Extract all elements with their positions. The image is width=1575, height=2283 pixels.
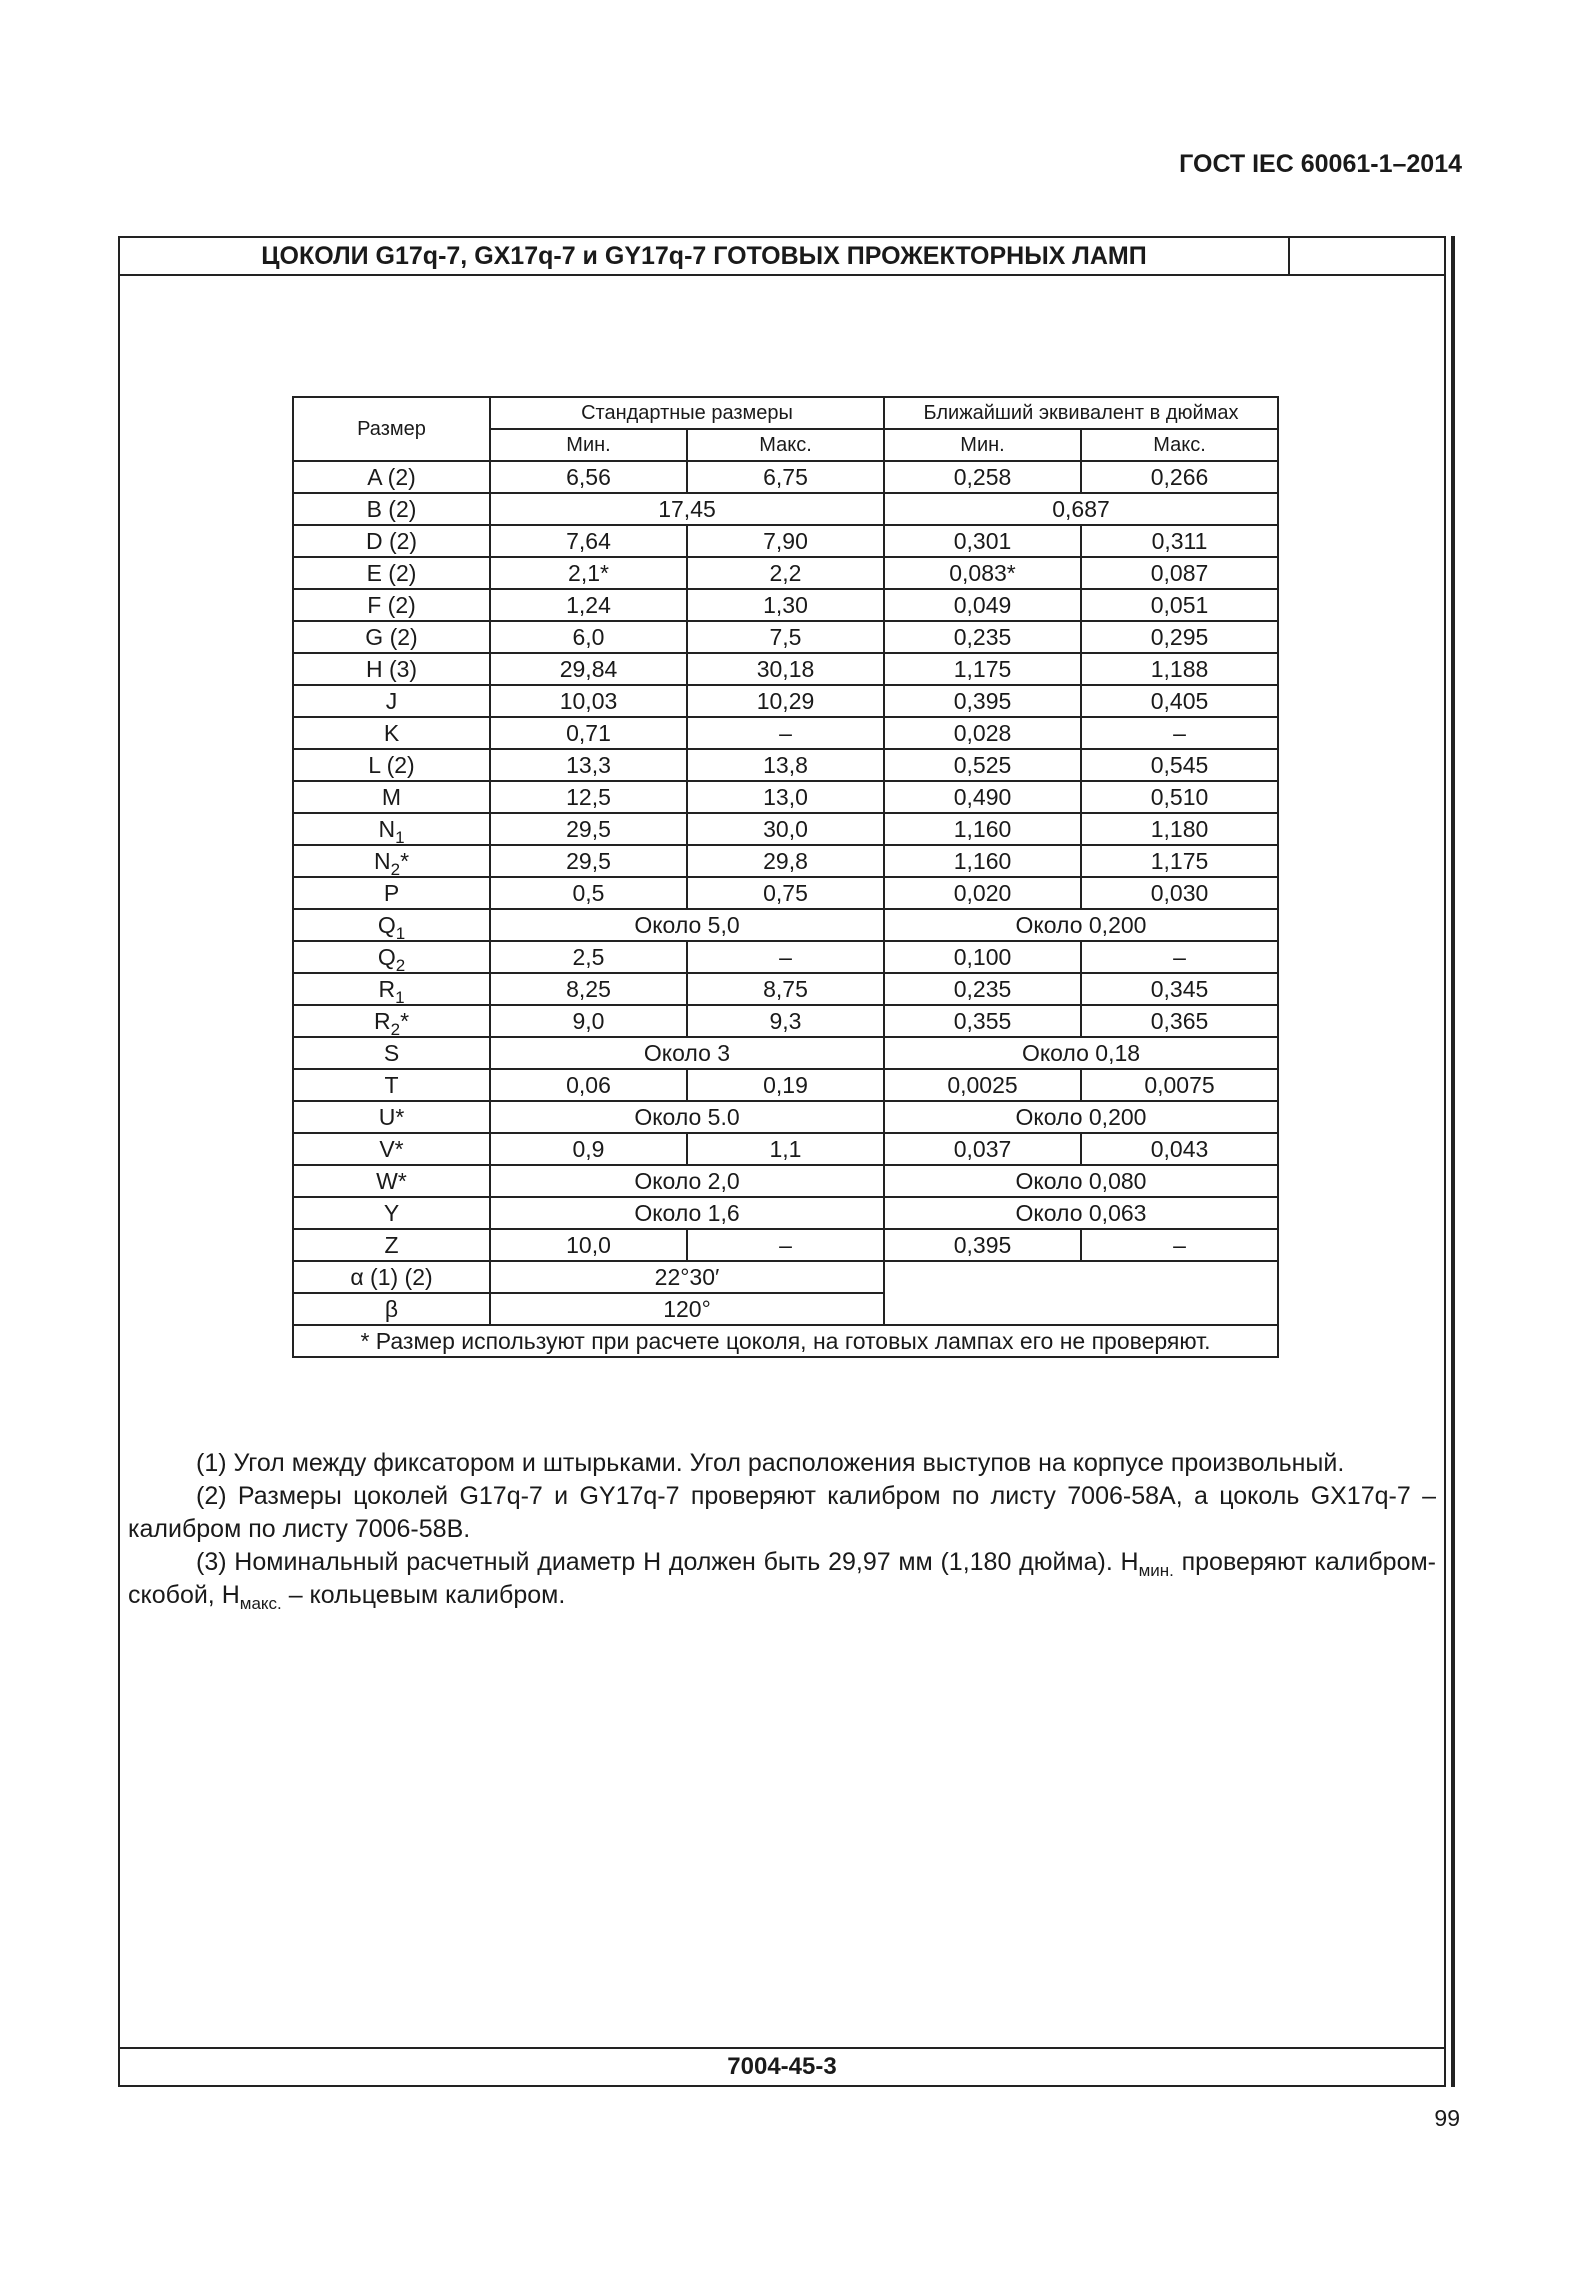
std-max-value: 1,30 xyxy=(687,589,884,621)
table-row xyxy=(293,1005,1278,1037)
dimension-name: T xyxy=(293,1069,490,1101)
inch-min-value: 0,083* xyxy=(884,557,1081,589)
table-row xyxy=(293,1261,1278,1293)
note-3: (3) Номинальный расчетный диаметр H должен быть 29,97 мм (1,180 дюйма). $H_{мин.}$ проверяют калибром-скобой, $H_{макс.}$ – кольцевым калибром. xyxy=(128,1548,1436,1613)
std-max-value: 2,2 xyxy=(687,557,884,589)
std-max-value: 7,5 xyxy=(687,621,884,653)
inch-min-value: 0,235 xyxy=(884,621,1081,653)
std-value: 120° xyxy=(490,1293,884,1325)
dimension-name: $R_2*$ xyxy=(293,1005,490,1037)
inch-min-value: 0,100 xyxy=(884,941,1081,973)
inch-value: Около 0,063 xyxy=(884,1197,1278,1229)
std-min-value: 29,5 xyxy=(490,813,687,845)
std-min-value: 6,56 xyxy=(490,461,687,493)
inch-min-value: 0,0025 xyxy=(884,1069,1081,1101)
inch-max-value: 0,405 xyxy=(1081,685,1278,717)
std-min-value: 10,03 xyxy=(490,685,687,717)
std-max-value: – xyxy=(687,941,884,973)
dimension-name: H (3) xyxy=(293,653,490,685)
table-row xyxy=(293,1229,1278,1261)
group-standard-header: Стандартные размеры xyxy=(490,397,884,429)
dimension-name: L (2) xyxy=(293,749,490,781)
inch-max-value: 0,365 xyxy=(1081,1005,1278,1037)
table-footnote-row xyxy=(293,1325,1278,1357)
std-value: Около 5,0 xyxy=(490,909,884,941)
table-row xyxy=(293,1101,1278,1133)
dimension-name: U* xyxy=(293,1101,490,1133)
table-row xyxy=(293,653,1278,685)
table-row xyxy=(293,941,1278,973)
inch-min-value: 0,258 xyxy=(884,461,1081,493)
std-max-value: 29,8 xyxy=(687,845,884,877)
std-value: Около 5.0 xyxy=(490,1101,884,1133)
std-min-value: 0,5 xyxy=(490,877,687,909)
inch-max-value: 1,188 xyxy=(1081,653,1278,685)
std-value: Около 3 xyxy=(490,1037,884,1069)
dimension-name: $N_1$ xyxy=(293,813,490,845)
inch-max-value: 1,180 xyxy=(1081,813,1278,845)
std-max-value: 13,8 xyxy=(687,749,884,781)
std-max-value: 0,75 xyxy=(687,877,884,909)
inch-max-value: 0,043 xyxy=(1081,1133,1278,1165)
frame-thick-edge xyxy=(1451,236,1455,2087)
std-min-value: 10,0 xyxy=(490,1229,687,1261)
table-row xyxy=(293,813,1278,845)
dimension-name: J xyxy=(293,685,490,717)
inch-min-value: 0,395 xyxy=(884,1229,1081,1261)
table-row xyxy=(293,781,1278,813)
table-row xyxy=(293,749,1278,781)
dimension-name: B (2) xyxy=(293,493,490,525)
inch-max-value: – xyxy=(1081,1229,1278,1261)
std-max-value: 8,75 xyxy=(687,973,884,1005)
std-min-value: 0,9 xyxy=(490,1133,687,1165)
dimensions-table xyxy=(292,396,1279,1358)
std-min-value: 9,0 xyxy=(490,1005,687,1037)
inch-min-value: 0,395 xyxy=(884,685,1081,717)
inch-value: Около 0,18 xyxy=(884,1037,1278,1069)
std-max-value: 30,18 xyxy=(687,653,884,685)
title-row xyxy=(120,238,1444,276)
sheet-number: 7004-45-3 xyxy=(120,2047,1444,2085)
table-footnote: * Размер используют при расчете цоколя, на готовых лампах его не проверяют. xyxy=(293,1325,1278,1357)
dimension-name: Y xyxy=(293,1197,490,1229)
inch-max-value: 0,266 xyxy=(1081,461,1278,493)
inch-min-header: Мин. xyxy=(884,429,1081,461)
table-row xyxy=(293,909,1278,941)
dimension-name: S xyxy=(293,1037,490,1069)
group-inch-header: Ближайший эквивалент в дюймах xyxy=(884,397,1278,429)
inch-min-value: 0,355 xyxy=(884,1005,1081,1037)
dimension-name: $Q_2$ xyxy=(293,941,490,973)
note-2: (2) Размеры цоколей G17q-7 и GY17q-7 проверяют калибром по листу 7006-58A, а цоколь GX17q-7 – калибром по листу 7006-58B. xyxy=(128,1482,1436,1543)
std-min-value: 29,5 xyxy=(490,845,687,877)
std-value: 17,45 xyxy=(490,493,884,525)
col-dimension-header: Размер xyxy=(293,397,490,461)
standard-designation: ГОСТ IEC 60061-1–2014 xyxy=(1179,150,1462,178)
table-row xyxy=(293,973,1278,1005)
std-min-value: 7,64 xyxy=(490,525,687,557)
std-max-value: 9,3 xyxy=(687,1005,884,1037)
inch-max-value: 0,545 xyxy=(1081,749,1278,781)
table-row xyxy=(293,1133,1278,1165)
inch-min-value: 0,490 xyxy=(884,781,1081,813)
dimension-name: M xyxy=(293,781,490,813)
table-row xyxy=(293,1165,1278,1197)
dimension-name: $N_2*$ xyxy=(293,845,490,877)
std-min-value: 8,25 xyxy=(490,973,687,1005)
dimension-name: W* xyxy=(293,1165,490,1197)
notes xyxy=(128,1447,1436,1612)
table-row xyxy=(293,877,1278,909)
std-min-value: 29,84 xyxy=(490,653,687,685)
table-row xyxy=(293,685,1278,717)
table-row xyxy=(293,557,1278,589)
dimension-name: A (2) xyxy=(293,461,490,493)
std-min-value: 0,06 xyxy=(490,1069,687,1101)
inch-max-value: – xyxy=(1081,941,1278,973)
dimension-name: G (2) xyxy=(293,621,490,653)
inch-max-header: Макс. xyxy=(1081,429,1278,461)
table-row xyxy=(293,621,1278,653)
std-max-value: 13,0 xyxy=(687,781,884,813)
table-row xyxy=(293,1037,1278,1069)
table-row xyxy=(293,1069,1278,1101)
std-value: Около 2,0 xyxy=(490,1165,884,1197)
std-min-header: Мин. xyxy=(490,429,687,461)
dimension-name: $R_1$ xyxy=(293,973,490,1005)
inch-min-value: 0,235 xyxy=(884,973,1081,1005)
std-value: 22°30′ xyxy=(490,1261,884,1293)
inch-max-value: 0,311 xyxy=(1081,525,1278,557)
table-row xyxy=(293,845,1278,877)
inch-min-value: 0,037 xyxy=(884,1133,1081,1165)
inch-value: 0,687 xyxy=(884,493,1278,525)
inch-min-value: 1,175 xyxy=(884,653,1081,685)
dimension-name: V* xyxy=(293,1133,490,1165)
sheet-frame xyxy=(118,236,1446,2087)
inch-value: Около 0,200 xyxy=(884,909,1278,941)
table-row xyxy=(293,525,1278,557)
std-max-value: – xyxy=(687,717,884,749)
std-min-value: 2,5 xyxy=(490,941,687,973)
empty-cell xyxy=(884,1261,1278,1325)
inch-max-value: 0,051 xyxy=(1081,589,1278,621)
dimension-name: D (2) xyxy=(293,525,490,557)
inch-max-value: 0,0075 xyxy=(1081,1069,1278,1101)
std-max-value: 1,1 xyxy=(687,1133,884,1165)
inch-min-value: 0,301 xyxy=(884,525,1081,557)
std-max-value: 0,19 xyxy=(687,1069,884,1101)
std-min-value: 13,3 xyxy=(490,749,687,781)
inch-max-value: 0,345 xyxy=(1081,973,1278,1005)
inch-min-value: 1,160 xyxy=(884,813,1081,845)
inch-min-value: 1,160 xyxy=(884,845,1081,877)
std-max-value: – xyxy=(687,1229,884,1261)
inch-min-value: 0,020 xyxy=(884,877,1081,909)
dimension-name: α (1) (2) xyxy=(293,1261,490,1293)
table-header-row xyxy=(293,397,1278,429)
std-max-value: 6,75 xyxy=(687,461,884,493)
inch-min-value: 0,049 xyxy=(884,589,1081,621)
inch-max-value: 0,030 xyxy=(1081,877,1278,909)
inch-max-value: 0,087 xyxy=(1081,557,1278,589)
dimension-name: β xyxy=(293,1293,490,1325)
table-row xyxy=(293,717,1278,749)
dimension-name: P xyxy=(293,877,490,909)
std-min-value: 0,71 xyxy=(490,717,687,749)
inch-max-value: 0,510 xyxy=(1081,781,1278,813)
dimension-name: F (2) xyxy=(293,589,490,621)
page-number: 99 xyxy=(1434,2105,1460,2131)
dimension-name: $Q_1$ xyxy=(293,909,490,941)
dimension-name: K xyxy=(293,717,490,749)
inch-max-value: 1,175 xyxy=(1081,845,1278,877)
table-row xyxy=(293,589,1278,621)
table-row xyxy=(293,493,1278,525)
table-row xyxy=(293,461,1278,493)
std-max-value: 7,90 xyxy=(687,525,884,557)
inch-min-value: 0,525 xyxy=(884,749,1081,781)
inch-value: Около 0,080 xyxy=(884,1165,1278,1197)
inch-max-value: 0,295 xyxy=(1081,621,1278,653)
table-row xyxy=(293,1197,1278,1229)
inch-max-value: – xyxy=(1081,717,1278,749)
sheet-title: ЦОКОЛИ G17q-7, GX17q-7 и GY17q-7 ГОТОВЫХ ПРОЖЕКТОРНЫХ ЛАМП xyxy=(120,238,1290,274)
std-min-value: 2,1* xyxy=(490,557,687,589)
std-min-value: 12,5 xyxy=(490,781,687,813)
std-max-header: Макс. xyxy=(687,429,884,461)
std-max-value: 30,0 xyxy=(687,813,884,845)
inch-min-value: 0,028 xyxy=(884,717,1081,749)
std-value: Около 1,6 xyxy=(490,1197,884,1229)
std-min-value: 1,24 xyxy=(490,589,687,621)
note-1: (1) Угол между фиксатором и штырьками. Угол расположения выступов на корпусе произвольный. xyxy=(196,1449,1345,1477)
dimension-name: Z xyxy=(293,1229,490,1261)
std-min-value: 6,0 xyxy=(490,621,687,653)
dimension-name: E (2) xyxy=(293,557,490,589)
std-max-value: 10,29 xyxy=(687,685,884,717)
inch-value: Около 0,200 xyxy=(884,1101,1278,1133)
